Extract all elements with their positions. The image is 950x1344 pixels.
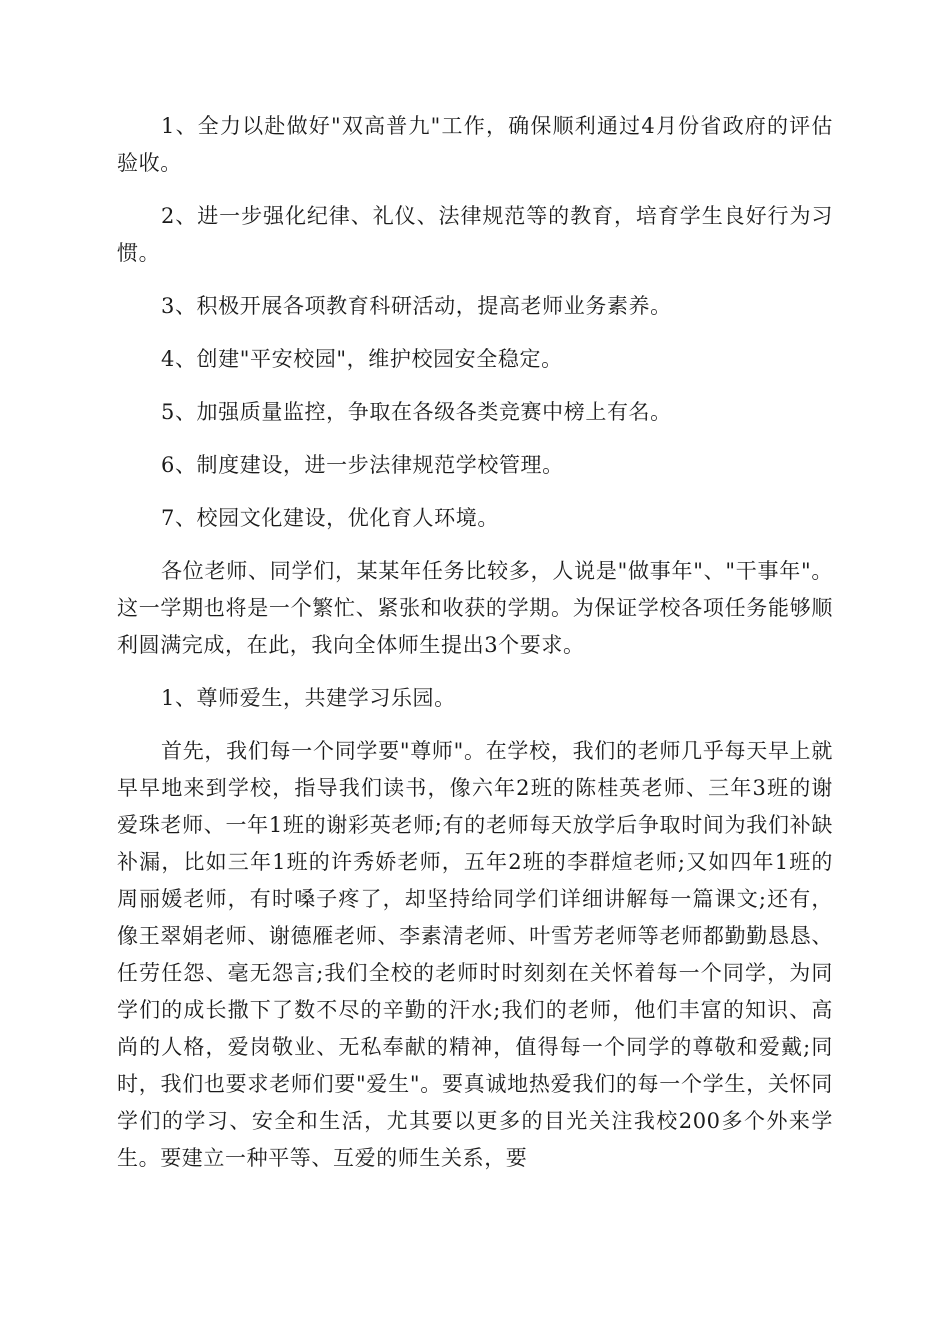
paragraph-goal-7: 7、校园文化建设，优化育人环境。	[161, 506, 499, 530]
paragraph-intro-requirements: 各位老师、同学们，某某年任务比较多，人说是"做事年"、"干事年"。这一学期也将是一个繁忙、紧张和收获的学期。为保证学校各项任务能够顺利圆满完成，在此，我向全体师生提出3个要求。	[117, 559, 833, 657]
paragraph-goal-5: 5、加强质量监控，争取在各级各类竞赛中榜上有名。	[161, 400, 672, 424]
paragraph-requirement-1: 1、尊师爱生，共建学习乐园。	[161, 686, 456, 710]
paragraph-respect-teachers: 首先，我们每一个同学要"尊师"。在学校，我们的老师几乎每天早上就早早地来到学校，指导我们读书，像六年2班的陈桂英老师、三年3班的谢爱珠老师、一年1班的谢彩英老师;有的老师每天放学后争取时间为我们补缺补漏，比如三年1班的许秀娇老师，五年2班的李群煊老师;又如四年1班的周丽媛老师，有时嗓子疼了，却坚持给同学们详细讲解每一篇课文;还有，像王翠娟老师、谢德雁老师、李素清老师、叶雪芳老师等老师都勤勤恳恳、任劳任怨、毫无怨言;我们全校的老师时时刻刻在关怀着每一个同学，为同学们的成长撒下了数不尽的辛勤的汗水;我们的老师，他们丰富的知识、高尚的人格，爱岗敬业、无私奉献的精神，值得每一个同学的尊敬和爱戴;同时，我们也要求老师们要"爱生"。要真诚地热爱我们的每一个学生，关怀同学们的学习、安全和生活，尤其要以更多的目光关注我校200多个外来学生。要建立一种平等、互爱的师生关系，要	[117, 739, 833, 1170]
paragraph-goal-2: 2、进一步强化纪律、礼仪、法律规范等的教育，培育学生良好行为习惯。	[117, 204, 833, 265]
paragraph-goal-6: 6、制度建设，进一步法律规范学校管理。	[161, 453, 564, 477]
paragraph-goal-1: 1、全力以赴做好"双高普九"工作，确保顺利通过4月份省政府的评估验收。	[117, 114, 833, 175]
document-body	[117, 108, 833, 1193]
paragraph-goal-4: 4、创建"平安校园"，维护校园安全稳定。	[161, 347, 563, 371]
paragraph-goal-3: 3、积极开展各项教育科研活动，提高老师业务素养。	[161, 294, 672, 318]
